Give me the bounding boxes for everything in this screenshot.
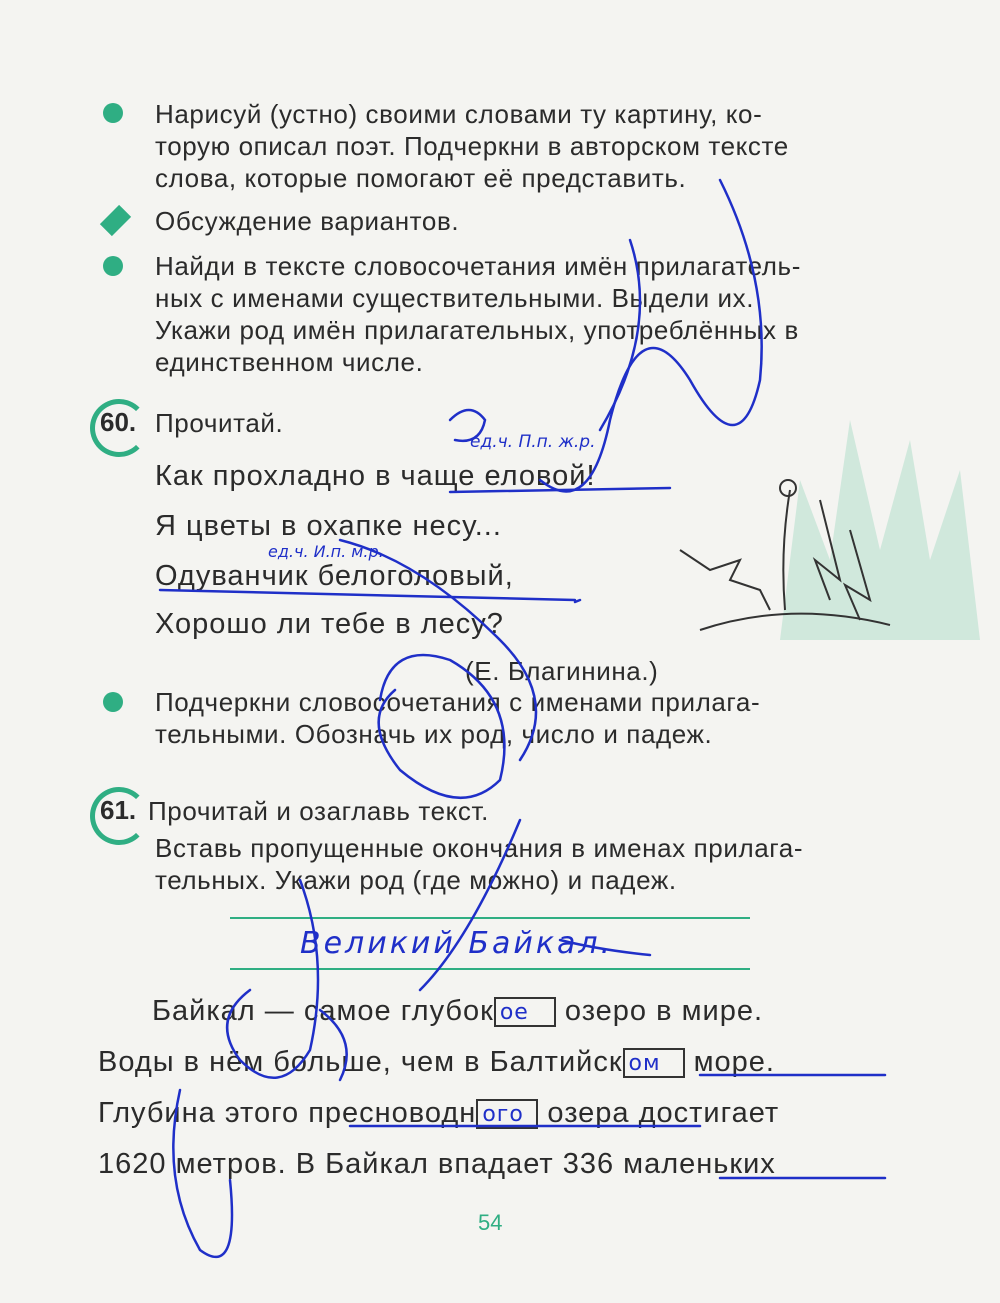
baikal-text-line: Байкал — самое глубок ое озеро в мире. <box>152 995 764 1027</box>
grammar-annotation: ед.ч. И.п. м.р. <box>268 542 384 561</box>
task-text: Найди в тексте словосочетания имён прилагатель- <box>155 251 801 281</box>
poem-line: Как прохладно в чаще еловой! <box>155 460 596 492</box>
exercise-number-60: 60. <box>100 407 136 438</box>
task-bullet <box>103 692 123 712</box>
dandelion-illustration <box>670 470 900 650</box>
task-text: Подчеркни словосочетания с именами прилага- <box>155 687 761 717</box>
page-number: 54 <box>478 1210 503 1235</box>
ending-box[interactable]: ое <box>494 997 556 1027</box>
discussion-text: Обсуждение вариантов. <box>155 206 460 236</box>
task-text: тельных. Укажи род (где можно) и падеж. <box>155 865 677 895</box>
task-text: слова, которые помогают её представить. <box>155 163 687 193</box>
task-text: Укажи род имён прилагательных, употреблённых в <box>155 315 799 345</box>
exercise-number-61: 61. <box>100 795 136 826</box>
ending-box[interactable]: ого <box>476 1099 538 1129</box>
task-text: ных с именами существительными. Выдели их. <box>155 283 755 313</box>
title-answer-line <box>230 968 750 970</box>
task-text: торую описал поэт. Подчеркни в авторском тексте <box>155 131 789 161</box>
task-text: Нарисуй (устно) своими словами ту картину, ко- <box>155 99 763 129</box>
grammar-annotation: ед.ч. П.п. ж.р. <box>470 432 596 452</box>
poem-line: Одуванчик белоголовый, <box>155 560 514 592</box>
discussion-marker <box>100 205 131 236</box>
baikal-text-line: Воды в нём больше, чем в Балтийск ом море. <box>98 1046 775 1078</box>
baikal-text-line: 1620 метров. В Байкал впадает 336 маленьких <box>98 1148 776 1180</box>
task-text: тельными. Обозначь их род, число и падеж. <box>155 719 713 749</box>
task-bullet <box>103 256 123 276</box>
task-text: единственном числе. <box>155 347 424 377</box>
task-text: Вставь пропущенные окончания в именах прилага- <box>155 833 804 863</box>
baikal-text-line: Глубина этого пресноводн ого озера достигает <box>98 1097 780 1129</box>
title-answer-line <box>230 917 750 919</box>
exercise-title: Прочитай и озаглавь текст. <box>148 796 489 826</box>
poem-line: Хорошо ли тебе в лесу? <box>155 608 504 640</box>
poem-line: Я цветы в охапке несу... <box>155 510 502 542</box>
ending-box[interactable]: ом <box>623 1048 685 1078</box>
task-bullet <box>103 103 123 123</box>
exercise-title: Прочитай. <box>155 408 284 438</box>
handwritten-title: Великий Байкал. <box>300 926 614 961</box>
poem-author: (Е. Благинина.) <box>465 656 659 686</box>
